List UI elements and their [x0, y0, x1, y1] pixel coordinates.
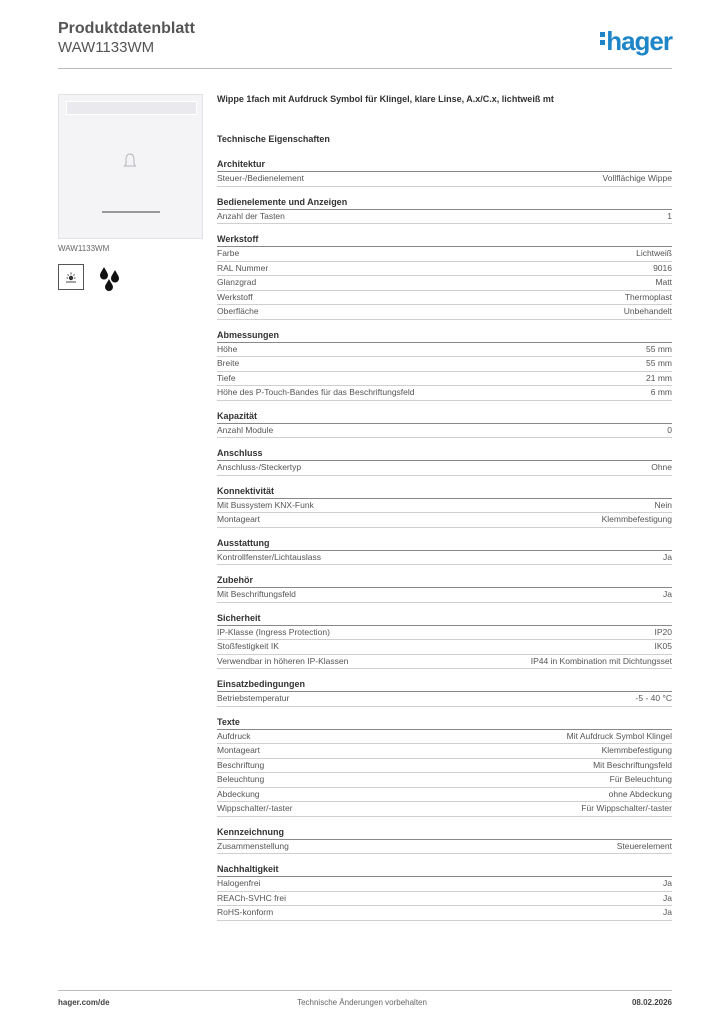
spec-value: Für Wippschalter/-taster	[581, 803, 672, 813]
spec-row	[217, 640, 672, 655]
spec-section	[217, 679, 672, 707]
spec-value: Ja	[663, 589, 672, 599]
spec-section	[217, 575, 672, 603]
spec-row	[217, 626, 672, 641]
section-title: Einsatzbedingungen	[217, 679, 672, 692]
section-title: Texte	[217, 717, 672, 730]
section-title: Zubehör	[217, 575, 672, 588]
product-image	[58, 94, 203, 239]
spec-value: 21 mm	[646, 372, 672, 383]
spec-label: Stoßfestigkeit IK	[217, 641, 279, 651]
spec-label: Anzahl Module	[217, 424, 274, 435]
spec-sections	[217, 159, 672, 921]
product-lens	[66, 101, 197, 115]
spec-label: Mit Beschriftungsfeld	[217, 589, 296, 599]
spec-label: Höhe des P-Touch-Bandes für das Beschriftungsfeld	[217, 387, 415, 397]
tech-properties-heading: Technische Eigenschaften	[217, 134, 330, 144]
spec-value: Matt	[655, 277, 672, 287]
spec-section	[217, 538, 672, 566]
section-title: Werkstoff	[217, 234, 672, 247]
spec-row	[217, 424, 672, 439]
spec-row	[217, 305, 672, 320]
water-drops-icon	[96, 264, 124, 292]
hager-logo	[600, 26, 672, 57]
spec-section	[217, 411, 672, 439]
spec-area	[217, 94, 672, 931]
spec-label: Halogenfrei	[217, 878, 261, 888]
spec-label: Steuer-/Bedienelement	[217, 173, 304, 183]
spec-label: Montageart	[217, 745, 260, 755]
section-title: Abmessungen	[217, 330, 672, 343]
bell-icon	[123, 153, 137, 169]
section-title: Anschluss	[217, 448, 672, 461]
spec-row	[217, 802, 672, 817]
section-title: Konnektivität	[217, 486, 672, 499]
spec-label: Glanzgrad	[217, 277, 257, 287]
spec-row	[217, 291, 672, 306]
spec-row	[217, 499, 672, 514]
spec-row	[217, 655, 672, 670]
spec-value: Ja	[663, 892, 672, 903]
spec-value: Ja	[663, 907, 672, 917]
spec-section	[217, 717, 672, 817]
spec-value: Ja	[663, 551, 672, 562]
spec-value: Vollflächige Wippe	[602, 173, 672, 183]
spec-row	[217, 247, 672, 262]
spec-label: Werkstoff	[217, 291, 253, 302]
spec-label: REACh-SVHC frei	[217, 892, 286, 903]
section-title: Bedienelemente und Anzeigen	[217, 197, 672, 210]
spec-section	[217, 234, 672, 320]
spec-value: Steuerelement	[616, 840, 672, 851]
spec-value: ohne Abdeckung	[608, 788, 672, 799]
spec-row	[217, 343, 672, 358]
spec-label: Farbe	[217, 248, 240, 258]
spec-label: Abdeckung	[217, 788, 260, 799]
spec-row	[217, 551, 672, 566]
spec-label: Anschluss-/Steckertyp	[217, 462, 302, 472]
spec-value: 0	[667, 424, 672, 435]
spec-value: Klemmbefestigung	[601, 514, 672, 524]
spec-row	[217, 759, 672, 774]
spec-value: IK05	[654, 641, 672, 651]
footer-notice: Technische Änderungen vorbehalten	[297, 998, 427, 1007]
spec-label: Anzahl der Tasten	[217, 210, 285, 221]
spec-row	[217, 877, 672, 892]
spec-label: RAL Nummer	[217, 262, 269, 273]
spec-value: 55 mm	[646, 343, 672, 354]
spec-value: IP20	[654, 626, 672, 637]
spec-value: Unbehandelt	[623, 306, 672, 316]
spec-value: Lichtweiß	[636, 248, 672, 258]
spec-value: Ja	[663, 878, 672, 888]
product-description: Wippe 1fach mit Aufdruck Symbol für Klingel, klare Linse, A.x/C.x, lichtweiß mt	[217, 94, 554, 104]
spec-row	[217, 357, 672, 372]
spec-label: Tiefe	[217, 372, 236, 383]
spec-section	[217, 486, 672, 528]
spec-section	[217, 330, 672, 401]
spec-value: 9016	[653, 262, 672, 273]
product-code: WAW1133WM	[58, 244, 110, 253]
spec-label: Beleuchtung	[217, 774, 265, 784]
spec-label: Aufdruck	[217, 730, 251, 741]
product-number: WAW1133WM	[58, 39, 155, 56]
product-label-field	[102, 211, 160, 213]
logo-text: hager	[606, 26, 672, 56]
spec-value: 6 mm	[650, 387, 672, 397]
spec-row	[217, 513, 672, 528]
spec-row	[217, 372, 672, 387]
spec-label: Wippschalter/-taster	[217, 803, 293, 813]
spec-row	[217, 692, 672, 707]
header-divider	[58, 68, 672, 69]
spec-label: Beschriftung	[217, 759, 265, 770]
section-title: Kapazität	[217, 411, 672, 424]
spec-label: RoHS-konform	[217, 907, 274, 917]
spec-label: Oberfläche	[217, 306, 259, 316]
section-title: Ausstattung	[217, 538, 672, 551]
footer-date: 08.02.2026	[631, 998, 672, 1007]
footer-website[interactable]: hager.com/de	[58, 998, 110, 1007]
section-title: Sicherheit	[217, 613, 672, 626]
logo-mark-icon	[600, 32, 605, 48]
section-title: Nachhaltigkeit	[217, 864, 672, 877]
document-title: Produktdatenblatt	[58, 20, 195, 37]
spec-row	[217, 840, 672, 855]
spec-value: Mit Aufdruck Symbol Klingel	[566, 730, 672, 741]
spec-section	[217, 448, 672, 476]
section-title: Architektur	[217, 159, 672, 172]
spec-label: Kontrollfenster/Lichtauslass	[217, 551, 321, 562]
spec-row	[217, 276, 672, 291]
spec-row	[217, 386, 672, 401]
spec-value: 55 mm	[646, 358, 672, 368]
spec-section	[217, 827, 672, 855]
section-title: Kennzeichnung	[217, 827, 672, 840]
spec-value: Klemmbefestigung	[601, 745, 672, 755]
spec-label: Montageart	[217, 514, 260, 524]
spec-row	[217, 730, 672, 745]
spec-value: IP44 in Kombination mit Dichtungsset	[530, 655, 672, 666]
spec-row	[217, 461, 672, 476]
spec-row	[217, 210, 672, 225]
spec-label: Verwendbar in höheren IP-Klassen	[217, 655, 349, 666]
spec-row	[217, 744, 672, 759]
spec-row	[217, 588, 672, 603]
spec-value: 1	[667, 210, 672, 221]
spec-value: -5 - 40 °C	[635, 693, 672, 703]
spec-label: Betriebstemperatur	[217, 693, 290, 703]
spec-value: Thermoplast	[624, 291, 672, 302]
spec-row	[217, 906, 672, 921]
spec-value: Für Beleuchtung	[609, 774, 672, 784]
footer-divider	[58, 990, 672, 991]
spec-section	[217, 864, 672, 921]
spec-section	[217, 159, 672, 187]
spec-label: Breite	[217, 358, 240, 368]
spec-value: Ohne	[651, 462, 672, 472]
spec-row	[217, 773, 672, 788]
spec-label: Zusammenstellung	[217, 840, 289, 851]
spec-section	[217, 197, 672, 225]
spec-label: IP-Klasse (Ingress Protection)	[217, 626, 330, 637]
spec-row	[217, 788, 672, 803]
spec-label: Höhe	[217, 343, 238, 354]
spec-value: Nein	[654, 499, 672, 510]
spec-row	[217, 172, 672, 187]
spec-value: Mit Beschriftungsfeld	[593, 759, 672, 770]
spec-label: Mit Bussystem KNX-Funk	[217, 499, 314, 510]
spec-section	[217, 613, 672, 670]
spec-row	[217, 262, 672, 277]
spec-row	[217, 892, 672, 907]
light-indicator-icon	[58, 264, 84, 290]
